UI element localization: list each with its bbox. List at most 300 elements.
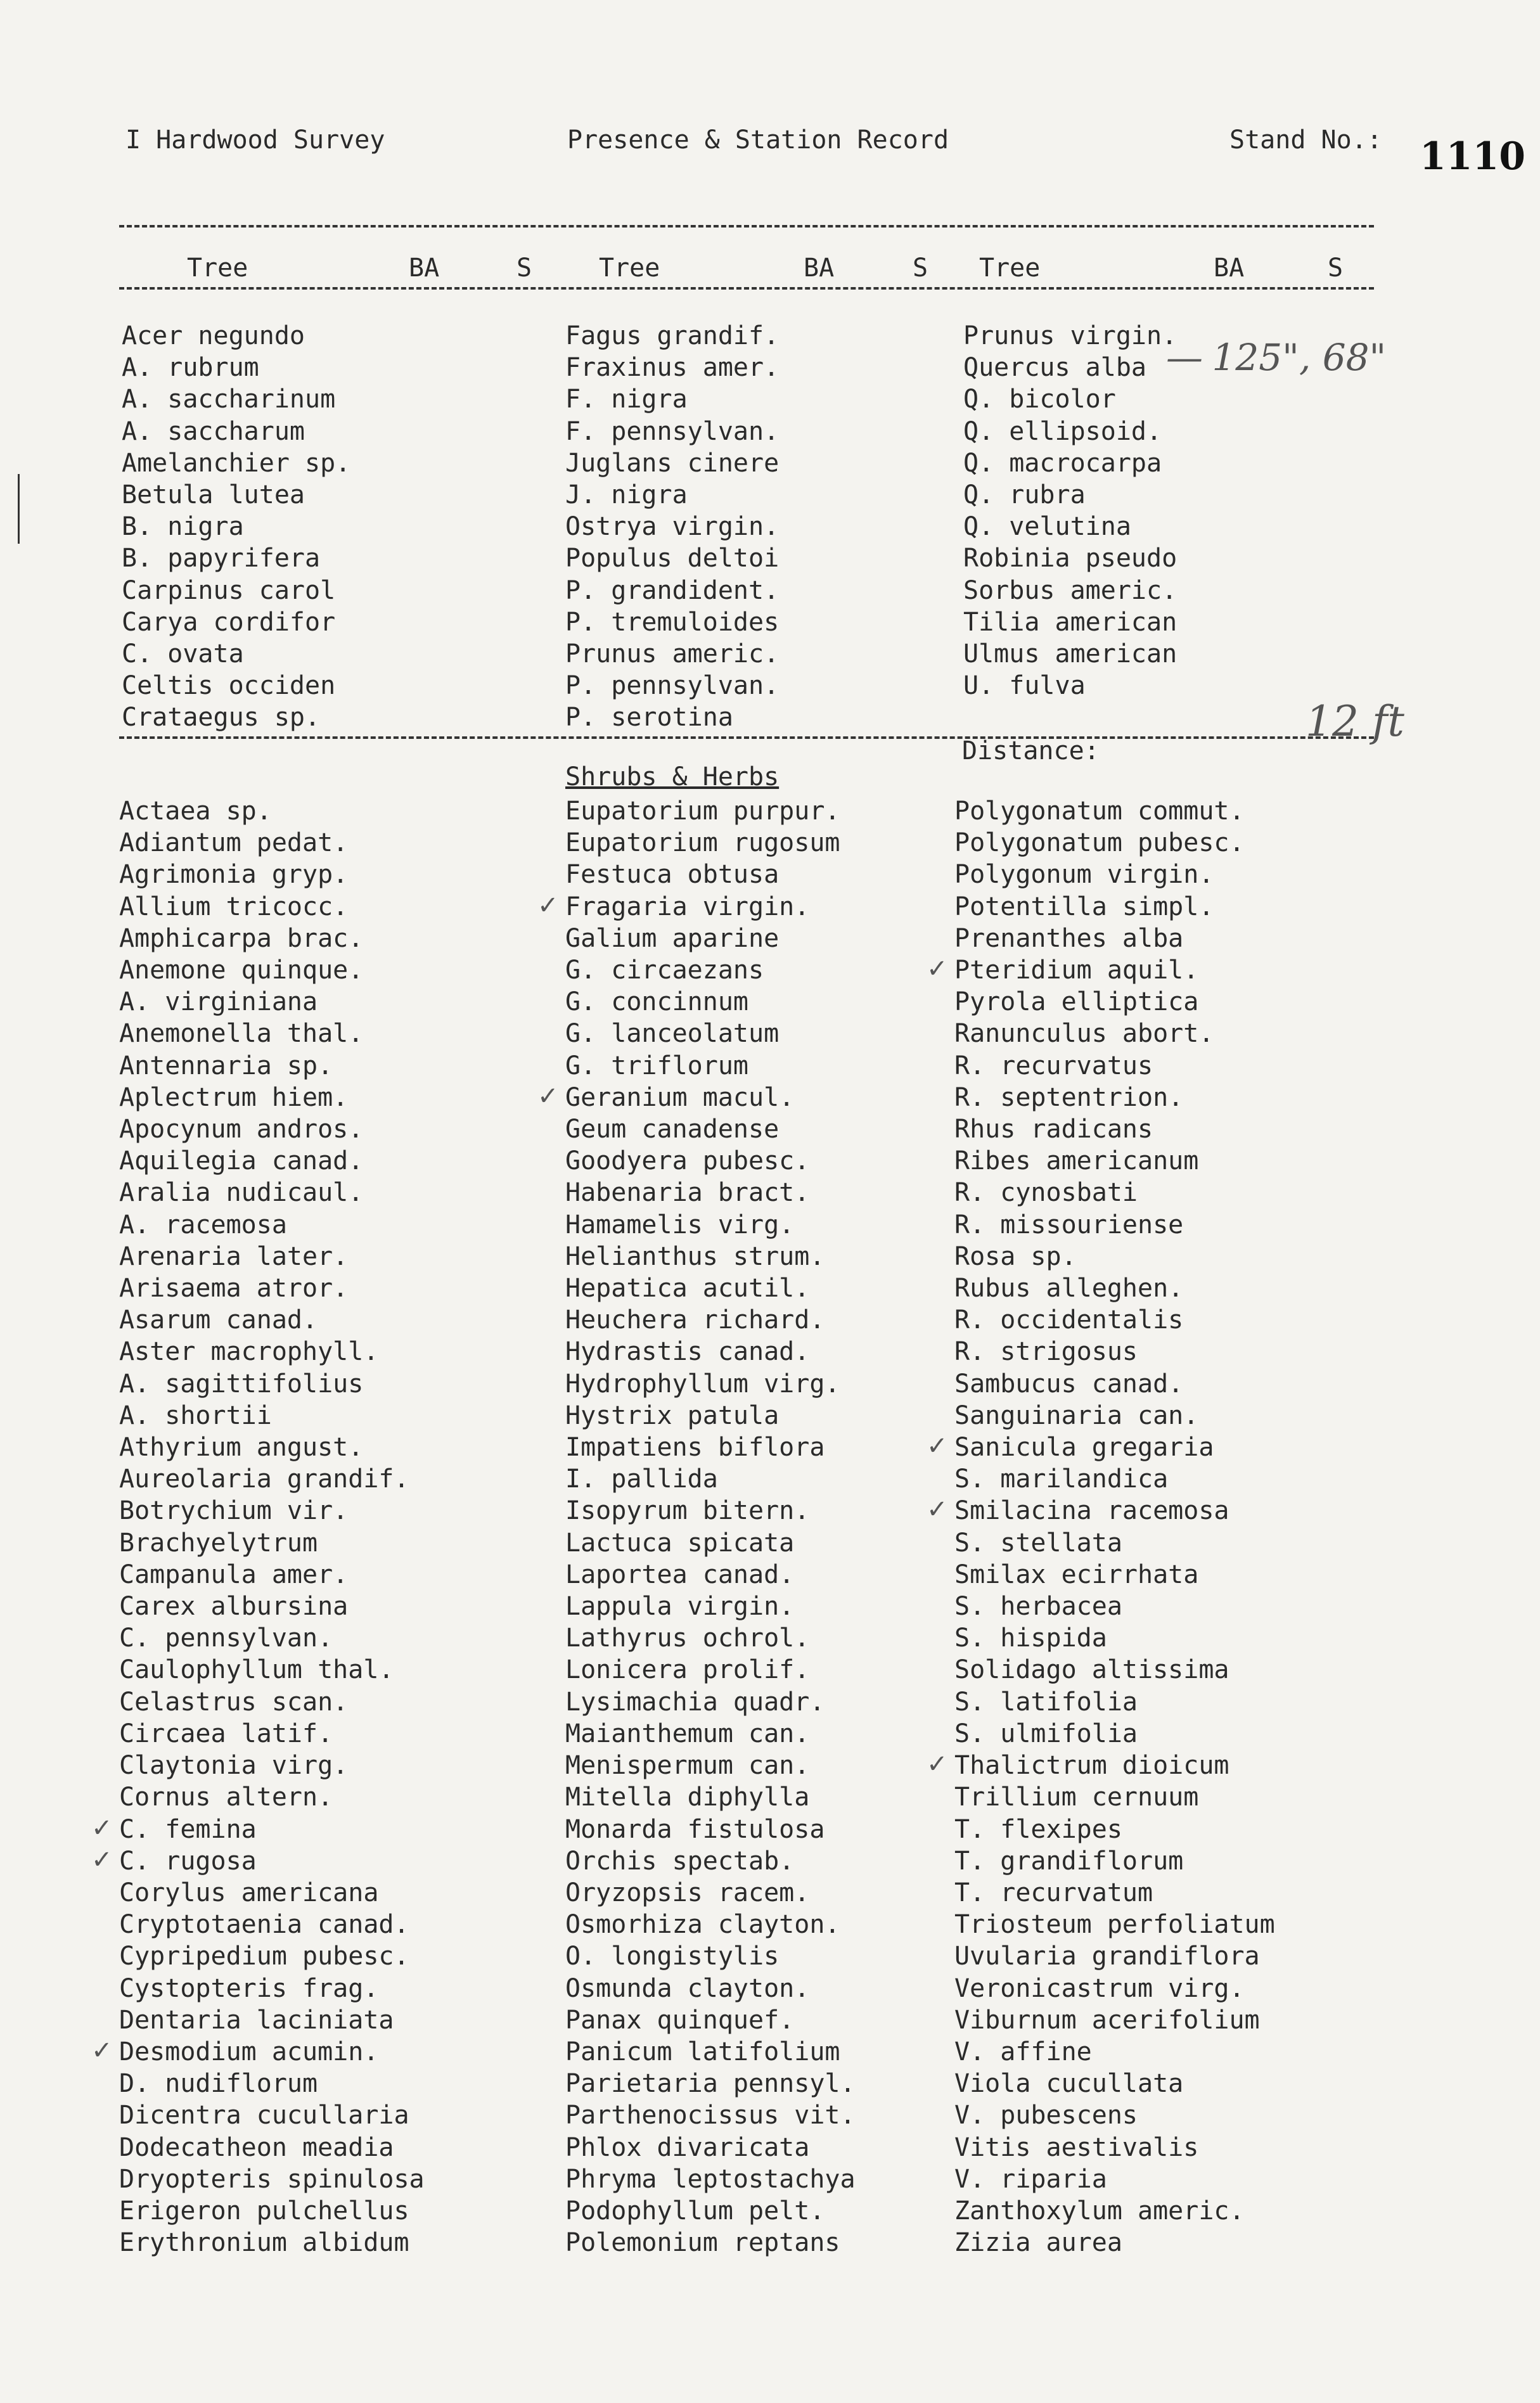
herb-item: [565, 2099, 856, 2131]
herb-name: S. latifolia: [954, 1687, 1138, 1717]
herb-item: [119, 1463, 425, 1495]
herb-name: Arenaria later.: [119, 1241, 349, 1271]
shrubs-herbs-title: Shrubs & Herbs: [565, 762, 780, 791]
herb-name: R. strigosus: [954, 1337, 1138, 1367]
herb-item: [119, 1622, 425, 1654]
herb-item: [119, 1177, 425, 1208]
herb-name: O. longistylis: [565, 1942, 780, 1971]
herb-name: Triosteum perfoliatum: [954, 1910, 1275, 1940]
herb-name: A. racemosa: [119, 1210, 287, 1240]
tree-item: Q. rubra: [963, 480, 1086, 510]
herb-item: [565, 2227, 856, 2259]
tree-item: Amelanchier sp.: [122, 448, 351, 478]
herb-item: [119, 1591, 425, 1622]
herb-name: Fragaria virgin.: [565, 892, 810, 921]
herb-name: I. pallida: [565, 1464, 718, 1494]
herb-name: Caulophyllum thal.: [119, 1655, 394, 1685]
herb-name: Antennaria sp.: [119, 1051, 333, 1080]
col-header-s-1: S: [517, 253, 532, 283]
herb-item: [119, 1304, 425, 1336]
herb-name: S. ulmifolia: [954, 1719, 1138, 1748]
herb-name: G. triflorum: [565, 1051, 748, 1080]
tree-item: Carpinus carol: [122, 575, 336, 605]
herb-name: Orchis spectab.: [565, 1846, 795, 1876]
tree-item: Fraxinus amer.: [565, 353, 780, 383]
herb-item: [954, 1909, 1275, 1940]
herb-name: Mitella diphylla: [565, 1783, 810, 1812]
herb-item: [954, 2068, 1275, 2099]
herb-item: [565, 2132, 856, 2163]
checkmark-icon: ✓: [91, 2035, 113, 2065]
herb-item: [565, 1304, 856, 1336]
tree-item: P. tremuloides: [565, 607, 780, 637]
herb-item: [954, 1559, 1275, 1591]
herb-name: Cryptotaenia canad.: [119, 1910, 409, 1940]
herb-name: Asarum canad.: [119, 1305, 318, 1335]
tree-item: A. saccharinum: [122, 385, 336, 414]
herb-item: [565, 1973, 856, 2004]
herb-item: [119, 1368, 425, 1400]
col-header-ba-3: BA: [1214, 253, 1245, 283]
herb-item: [91, 1845, 425, 1877]
herb-item: [565, 2036, 856, 2068]
herb-name: Amphicarpa brac.: [119, 923, 364, 953]
herb-name: Viola cucullata: [954, 2069, 1184, 2099]
tree-item: Prunus americ.: [565, 639, 780, 669]
herb-name: Geranium macul.: [565, 1082, 795, 1112]
herb-name: Zanthoxylum americ.: [954, 2196, 1245, 2226]
survey-title: I Hardwood Survey: [125, 125, 385, 155]
herb-name: Aralia nudicaul.: [119, 1178, 364, 1208]
herb-name: Cystopteris frag.: [119, 1973, 379, 2003]
herb-item: [91, 2035, 425, 2068]
herb-item: [954, 1654, 1275, 1686]
herb-item: [565, 1050, 856, 1082]
tree-item: Q. bicolor: [963, 385, 1116, 414]
herb-item: [954, 923, 1275, 954]
herb-item: [119, 1082, 425, 1113]
herb-item: [954, 1940, 1275, 1972]
herb-item: [954, 2132, 1275, 2163]
herb-name: Lactuca spicata: [565, 1528, 795, 1558]
herb-name: Hydrophyllum virg.: [565, 1369, 840, 1399]
col-header-ba-2: BA: [804, 253, 835, 283]
herb-item: [119, 1145, 425, 1177]
herb-name: Apocynum andros.: [119, 1115, 364, 1144]
herb-item: [954, 1368, 1275, 1400]
herb-name: Anemone quinque.: [119, 956, 364, 985]
tree-item: P. grandident.: [565, 575, 780, 605]
herb-name: Athyrium angust.: [119, 1433, 364, 1463]
tree-list-col1: [122, 320, 350, 734]
tree-list-col3: [963, 320, 1177, 702]
herb-item: [565, 1654, 856, 1686]
herb-item: [565, 795, 856, 827]
checkmark-icon: ✓: [927, 1750, 948, 1779]
herb-item: [119, 2132, 425, 2163]
herb-item: [565, 1591, 856, 1622]
herb-item: [119, 923, 425, 954]
margin-pencil-mark: [18, 474, 20, 544]
herb-name: Rubus alleghen.: [954, 1274, 1184, 1304]
record-title: Presence & Station Record: [567, 125, 949, 155]
tree-item: Betula lutea: [122, 480, 305, 510]
herb-name: Habenaria bract.: [565, 1178, 810, 1208]
herb-name: Desmodium acumin.: [119, 2037, 379, 2067]
herb-name: Polygonum virgin.: [954, 860, 1214, 890]
herb-item: [119, 986, 425, 1018]
herb-item: [565, 1718, 856, 1750]
herb-item: [565, 1845, 856, 1877]
herb-name: G. circaezans: [565, 956, 764, 985]
tree-item: Q. velutina: [963, 512, 1131, 542]
herb-name: G. concinnum: [565, 987, 748, 1017]
herb-name: Potentilla simpl.: [954, 892, 1214, 921]
herb-item: [954, 1591, 1275, 1622]
herb-name: Adiantum pedat.: [119, 828, 349, 858]
herb-name: Dryopteris spinulosa: [119, 2164, 425, 2194]
herb-name: Zizia aurea: [954, 2228, 1122, 2258]
herb-name: S. stellata: [954, 1528, 1122, 1558]
herb-name: Brachyelytrum: [119, 1528, 318, 1558]
herb-name: Rosa sp.: [954, 1241, 1077, 1271]
herb-item: [954, 1718, 1275, 1750]
tree-item: Carya cordifor: [122, 607, 336, 637]
herb-name: Viburnum acerifolium: [954, 2005, 1260, 2035]
herb-name: Eupatorium purpur.: [565, 797, 840, 826]
herb-item: [119, 2068, 425, 2099]
herb-item: [954, 2195, 1275, 2227]
handwritten-quercus-note: — 125", 68": [1166, 336, 1387, 379]
herb-item: [119, 1495, 425, 1527]
herb-name: Aquilegia canad.: [119, 1146, 364, 1176]
herb-name: Panax quinquef.: [565, 2005, 795, 2035]
herb-name: S. herbacea: [954, 1592, 1122, 1622]
checkmark-icon: ✓: [927, 1432, 948, 1461]
herb-item: [954, 1463, 1275, 1495]
herb-item: [927, 954, 1275, 986]
herb-name: Menispermum can.: [565, 1751, 810, 1781]
col-header-tree-2: Tree: [599, 253, 660, 283]
herb-name: Lappula virgin.: [565, 1592, 795, 1622]
herb-name: Helianthus strum.: [565, 1241, 825, 1271]
checkmark-icon: ✓: [927, 1495, 948, 1525]
herb-name: Aplectrum hiem.: [119, 1082, 349, 1112]
herb-item: [954, 1145, 1275, 1177]
herb-name: Anemonella thal.: [119, 1019, 364, 1049]
herb-name: Veronicastrum virg.: [954, 1973, 1245, 2003]
checkmark-icon: ✓: [927, 954, 948, 984]
herb-item: [119, 891, 425, 923]
herb-name: Heuchera richard.: [565, 1305, 825, 1335]
herb-item: [565, 1145, 856, 1177]
herb-name: Osmorhiza clayton.: [565, 1910, 840, 1940]
herb-item: [119, 1113, 425, 1145]
herb-name: Parthenocissus vit.: [565, 2101, 856, 2131]
herb-name: Dentaria laciniata: [119, 2005, 394, 2035]
herb-item: [565, 2163, 856, 2195]
herb-item: [954, 2163, 1275, 2195]
divider-header-bottom: [119, 287, 1374, 290]
tree-item: Ostrya virgin.: [565, 512, 780, 542]
herb-item: [119, 1400, 425, 1432]
herb-name: Carex albursina: [119, 1592, 349, 1622]
herb-item: [119, 1050, 425, 1082]
herb-item: [954, 1973, 1275, 2004]
herb-name: Erythronium albidum: [119, 2228, 409, 2258]
herb-name: D. nudiflorum: [119, 2069, 318, 2099]
tree-item: U. fulva: [963, 671, 1086, 701]
herb-name: Actaea sp.: [119, 797, 272, 826]
herb-name: A. sagittifolius: [119, 1369, 364, 1399]
herb-name: Circaea latif.: [119, 1719, 333, 1748]
tree-item: Robinia pseudo: [963, 544, 1177, 574]
herb-name: C. pennsylvan.: [119, 1624, 333, 1653]
herb-item: [119, 1877, 425, 1909]
herb-item: [565, 986, 856, 1018]
herb-name: Arisaema atror.: [119, 1274, 349, 1304]
herb-name: Pteridium aquil.: [954, 956, 1199, 985]
herb-name: Botrychium vir.: [119, 1496, 349, 1526]
herb-name: Corylus americana: [119, 1878, 379, 1907]
checkmark-icon: ✓: [537, 1081, 559, 1111]
herb-name: A. shortii: [119, 1400, 272, 1430]
tree-item: J. nigra: [565, 480, 688, 510]
tree-item: F. nigra: [565, 385, 688, 414]
distance-label: Distance:: [962, 736, 1100, 766]
herb-name: Agrimonia gryp.: [119, 860, 349, 890]
tree-item: Celtis occiden: [122, 671, 336, 701]
stand-number: 1110: [1420, 134, 1525, 179]
herb-name: Festuca obtusa: [565, 860, 780, 890]
herb-name: Panicum latifolium: [565, 2037, 840, 2067]
herb-name: Solidago altissima: [954, 1655, 1229, 1685]
herb-name: Thalictrum dioicum: [954, 1751, 1229, 1781]
herb-name: Lonicera prolif.: [565, 1655, 810, 1685]
checkmark-icon: ✓: [91, 1845, 113, 1874]
herb-item: [954, 1113, 1275, 1145]
herb-name: V. pubescens: [954, 2101, 1138, 2131]
herb-name: V. affine: [954, 2037, 1092, 2067]
herb-item: [565, 1814, 856, 1845]
herb-item: [565, 1018, 856, 1049]
herb-name: G. lanceolatum: [565, 1019, 780, 1049]
herb-item: [565, 1400, 856, 1432]
herb-name: Polygonatum commut.: [954, 797, 1245, 826]
stand-label: Stand No.:: [1229, 125, 1382, 155]
herb-item: [565, 827, 856, 859]
herb-item: [119, 2004, 425, 2036]
herb-item: [954, 1845, 1275, 1877]
herb-name: Cornus altern.: [119, 1783, 333, 1812]
tree-list-col2: [565, 320, 779, 734]
herb-item: [565, 1113, 856, 1145]
herb-name: Rhus radicans: [954, 1115, 1153, 1144]
tree-item: B. papyrifera: [122, 544, 321, 574]
herb-name: S. marilandica: [954, 1464, 1169, 1494]
herb-item: [119, 795, 425, 827]
herb-item: [565, 1940, 856, 1972]
herb-item: [954, 1527, 1275, 1559]
tree-item: A. saccharum: [122, 416, 305, 446]
handwritten-distance-note: 12 ft: [1306, 697, 1404, 746]
herb-item: [91, 1813, 425, 1845]
herb-name: T. recurvatum: [954, 1878, 1153, 1907]
col-header-ba-1: BA: [409, 253, 440, 283]
herb-name: Polemonium reptans: [565, 2228, 840, 2258]
herb-item: [954, 1209, 1275, 1241]
tree-item: P. serotina: [565, 703, 733, 733]
tree-item: C. ovata: [122, 639, 244, 669]
herb-name: Smilacina racemosa: [954, 1496, 1229, 1526]
col-header-tree-3: Tree: [979, 253, 1041, 283]
herb-name: Sanicula gregaria: [954, 1433, 1214, 1463]
herb-item: [954, 2099, 1275, 2131]
herb-name: Geum canadense: [565, 1115, 780, 1144]
herb-name: R. cynosbati: [954, 1178, 1138, 1208]
tree-item: Fagus grandif.: [565, 321, 780, 350]
herb-item: [565, 1336, 856, 1368]
herb-item: [119, 1750, 425, 1781]
herb-item: [119, 827, 425, 859]
herb-name: Uvularia grandiflora: [954, 1942, 1260, 1971]
herb-name: Lysimachia quadr.: [565, 1687, 825, 1717]
herb-item: [565, 1622, 856, 1654]
herb-item: [565, 954, 856, 986]
herb-name: Claytonia virg.: [119, 1751, 349, 1781]
herb-item: [119, 1973, 425, 2004]
herb-item: [954, 1050, 1275, 1082]
herb-item: [119, 1654, 425, 1686]
tree-item: Quercus alba: [963, 353, 1146, 383]
herb-name: Lathyrus ochrol.: [565, 1624, 810, 1653]
herb-name: Vitis aestivalis: [954, 2132, 1199, 2162]
tree-item: Prunus virgin.: [963, 321, 1177, 350]
herb-item: [565, 1368, 856, 1400]
herb-item: [119, 1686, 425, 1718]
herb-name: R. recurvatus: [954, 1051, 1153, 1080]
herb-list-col2: [537, 795, 856, 2259]
herb-item: [565, 1432, 856, 1463]
herb-name: Aureolaria grandif.: [119, 1464, 409, 1494]
herb-item: [565, 2195, 856, 2227]
herb-item: [954, 1272, 1275, 1304]
herb-item: [954, 827, 1275, 859]
tree-item: Tilia american: [963, 607, 1177, 637]
divider-shrubs: [119, 736, 1374, 739]
herb-name: S. hispida: [954, 1624, 1107, 1653]
herb-name: C. rugosa: [119, 1846, 257, 1876]
herb-name: Sanguinaria can.: [954, 1400, 1199, 1430]
herb-name: Monarda fistulosa: [565, 1814, 825, 1844]
herb-item: [565, 1241, 856, 1272]
herb-name: Laportea canad.: [565, 1560, 795, 1589]
herb-item: [927, 1750, 1275, 1781]
herb-name: R. missouriense: [954, 1210, 1184, 1240]
tree-item: P. pennsylvan.: [565, 671, 780, 701]
herb-item: [954, 986, 1275, 1018]
herb-item: [954, 2227, 1275, 2259]
herb-item: [537, 1081, 856, 1113]
tree-item: B. nigra: [122, 512, 244, 542]
herb-item: [119, 1781, 425, 1813]
herb-item: [954, 1622, 1275, 1654]
herb-name: Hepatica acutil.: [565, 1274, 810, 1304]
herb-item: [537, 890, 856, 923]
herb-name: Hamamelis virg.: [565, 1210, 795, 1240]
herb-item: [119, 1940, 425, 1972]
herb-item: [119, 2227, 425, 2259]
herb-item: [565, 859, 856, 890]
col-header-s-3: S: [1328, 253, 1344, 283]
herb-list-col3: [927, 795, 1275, 2259]
tree-item: Populus deltoi: [565, 544, 780, 574]
col-header-s-2: S: [913, 253, 928, 283]
herb-item: [565, 1909, 856, 1940]
herb-name: Goodyera pubesc.: [565, 1146, 810, 1176]
herb-name: Ranunculus abort.: [954, 1019, 1214, 1049]
herb-item: [119, 1527, 425, 1559]
herb-name: Erigeron pulchellus: [119, 2196, 409, 2226]
herb-item: [954, 1400, 1275, 1432]
herb-item: [565, 1559, 856, 1591]
herb-name: Prenanthes alba: [954, 923, 1184, 953]
herb-item: [565, 1750, 856, 1781]
herb-item: [954, 1686, 1275, 1718]
herb-name: V. riparia: [954, 2164, 1107, 2194]
herb-name: Dicentra cucullaria: [119, 2101, 409, 2131]
tree-item: Q. ellipsoid.: [963, 416, 1162, 446]
herb-item: [119, 1718, 425, 1750]
herb-item: [565, 2004, 856, 2036]
herb-name: Smilax ecirrhata: [954, 1560, 1199, 1589]
col-header-tree-1: Tree: [187, 253, 248, 283]
herb-item: [954, 1304, 1275, 1336]
herb-name: Hydrastis canad.: [565, 1337, 810, 1367]
herb-name: Oryzopsis racem.: [565, 1878, 810, 1907]
herb-name: Ribes americanum: [954, 1146, 1199, 1176]
herb-name: C. femina: [119, 1814, 257, 1844]
tree-item: Acer negundo: [122, 321, 305, 350]
herb-item: [565, 1781, 856, 1813]
tree-item: Q. macrocarpa: [963, 448, 1162, 478]
herb-item: [565, 1463, 856, 1495]
herb-item: [954, 891, 1275, 923]
herb-item: [119, 954, 425, 986]
herb-item: [565, 1209, 856, 1241]
herb-item: [954, 795, 1275, 827]
herb-item: [954, 2036, 1275, 2068]
herb-item: [565, 923, 856, 954]
tree-item: Crataegus sp.: [122, 703, 321, 733]
herb-list-col1: [91, 795, 425, 2259]
herb-item: [954, 1781, 1275, 1813]
herb-name: Impatiens biflora: [565, 1433, 825, 1463]
herb-item: [565, 1495, 856, 1527]
herb-item: [954, 859, 1275, 890]
herb-item: [954, 1877, 1275, 1909]
tree-item: Sorbus americ.: [963, 575, 1177, 605]
herb-name: A. virginiana: [119, 987, 318, 1017]
herb-name: Eupatorium rugosum: [565, 828, 840, 858]
herb-item: [954, 1018, 1275, 1049]
herb-item: [119, 1209, 425, 1241]
herb-name: Cypripedium pubesc.: [119, 1942, 409, 1971]
herb-item: [119, 1018, 425, 1049]
herb-name: Phryma leptostachya: [565, 2164, 856, 2194]
herb-name: Osmunda clayton.: [565, 1973, 810, 2003]
herb-name: Podophyllum pelt.: [565, 2196, 825, 2226]
